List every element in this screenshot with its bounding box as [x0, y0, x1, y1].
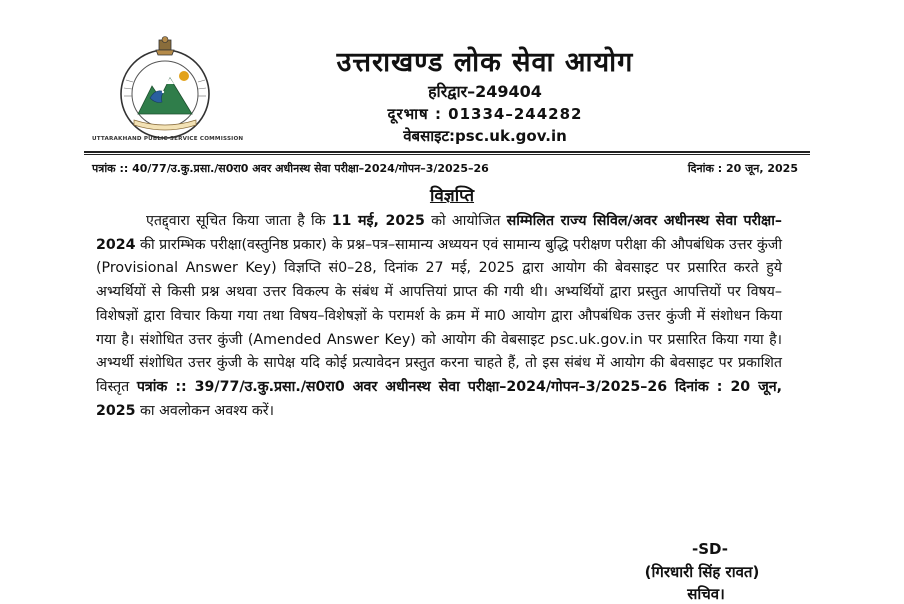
phone-number: दूरभाष : 01334–244282	[387, 105, 583, 123]
address-city-pin: हरिद्वार–249404	[428, 82, 542, 101]
logo-caption: UTTARAKHAND PUBLIC SERVICE COMMISSION	[92, 136, 244, 142]
signatory-designation: सचिव।	[687, 585, 725, 603]
reference-date: दिनांक : 20 जून, 2025	[687, 162, 798, 175]
reference-line	[92, 161, 798, 176]
commission-emblem-icon	[100, 36, 230, 144]
header-rule	[84, 151, 810, 153]
body-seg-bold: सम्मिलित राज्य सिविल/अवर अधीनस्थ सेवा परीक्षा–2024	[96, 213, 782, 253]
notice-heading: विज्ञप्ति	[429, 186, 475, 206]
body-seg: एतद्द्वारा सूचित किया जाता है कि	[146, 213, 332, 229]
signature-sd: -SD-	[692, 540, 728, 558]
body-seg: का अवलोकन अवश्य करें।	[135, 402, 274, 419]
body-seg: की प्रारम्भिक परीक्षा(वस्तुनिष्ठ प्रकार) के प्रश्न–पत्र–सामान्य अध्ययन एवं सामान्य बुद्धि परीक्षण परीक्षा की औपबंधिक उत्तर कुंजी (Provisional Answer Key) विज्ञप्ति सं0–28, दिनांक 27 मई, 2025 द्वारा आयोग की बेवसाइट पर प्रसारित करते हुये अभ्यर्थियों से किसी प्रश्न अथवा उत्तर विकल्प के संबंध में आपत्तियां प्राप्त की गयी थी। अभ्यर्थियों द्वारा प्रस्तुत आपत्तियों पर विषय–विशेषज्ञों द्वारा विचार किया गया तथा विषय–विशेषज्ञों के परामर्श के क्रम में मा0 आयोग द्वारा औपबंधिक उत्तर कुंजी में संशोधन किया गया है। संशोधित उत्तर कुंजी (Amended Answer Key) को आयोग की वेबसाइट psc.uk.gov.in पर प्रसारित किया गया है। अभ्यर्थी संशोधित उत्तर कुंजी के सापेक्ष यदि कोई प्रत्यावेदन प्रस्तुत करना चाहते हैं, तो इस संबंध में आयोग की बेवसाइट पर प्रकाशित विस्तृत	[96, 236, 782, 395]
commission-logo	[92, 36, 244, 144]
website: वेबसाइट:psc.uk.gov.in	[403, 127, 567, 145]
body-seg: को आयोजित	[424, 213, 507, 229]
notice-body	[96, 210, 782, 423]
header-rule-thin	[84, 154, 810, 155]
body-seg-bold: 11 मई, 2025	[331, 213, 425, 229]
body-seg-bold: पत्रांक :: 39/77/उ.कु.प्रसा./स0रा0 अवर अधीनस्थ सेवा परीक्षा–2024/गोपन–3/2025–26 दिनांक : 20 जून, 2025	[96, 378, 782, 419]
reference-number: पत्रांक :: 40/77/उ.कु.प्रसा./स0रा0 अवर अधीनस्थ सेवा परीक्षा–2024/गोपन–3/2025–26	[92, 162, 489, 175]
commission-title: उत्तराखण्ड लोक सेवा आयोग	[336, 47, 634, 78]
signatory-name: (गिरधारी सिंह रावत)	[644, 563, 760, 581]
